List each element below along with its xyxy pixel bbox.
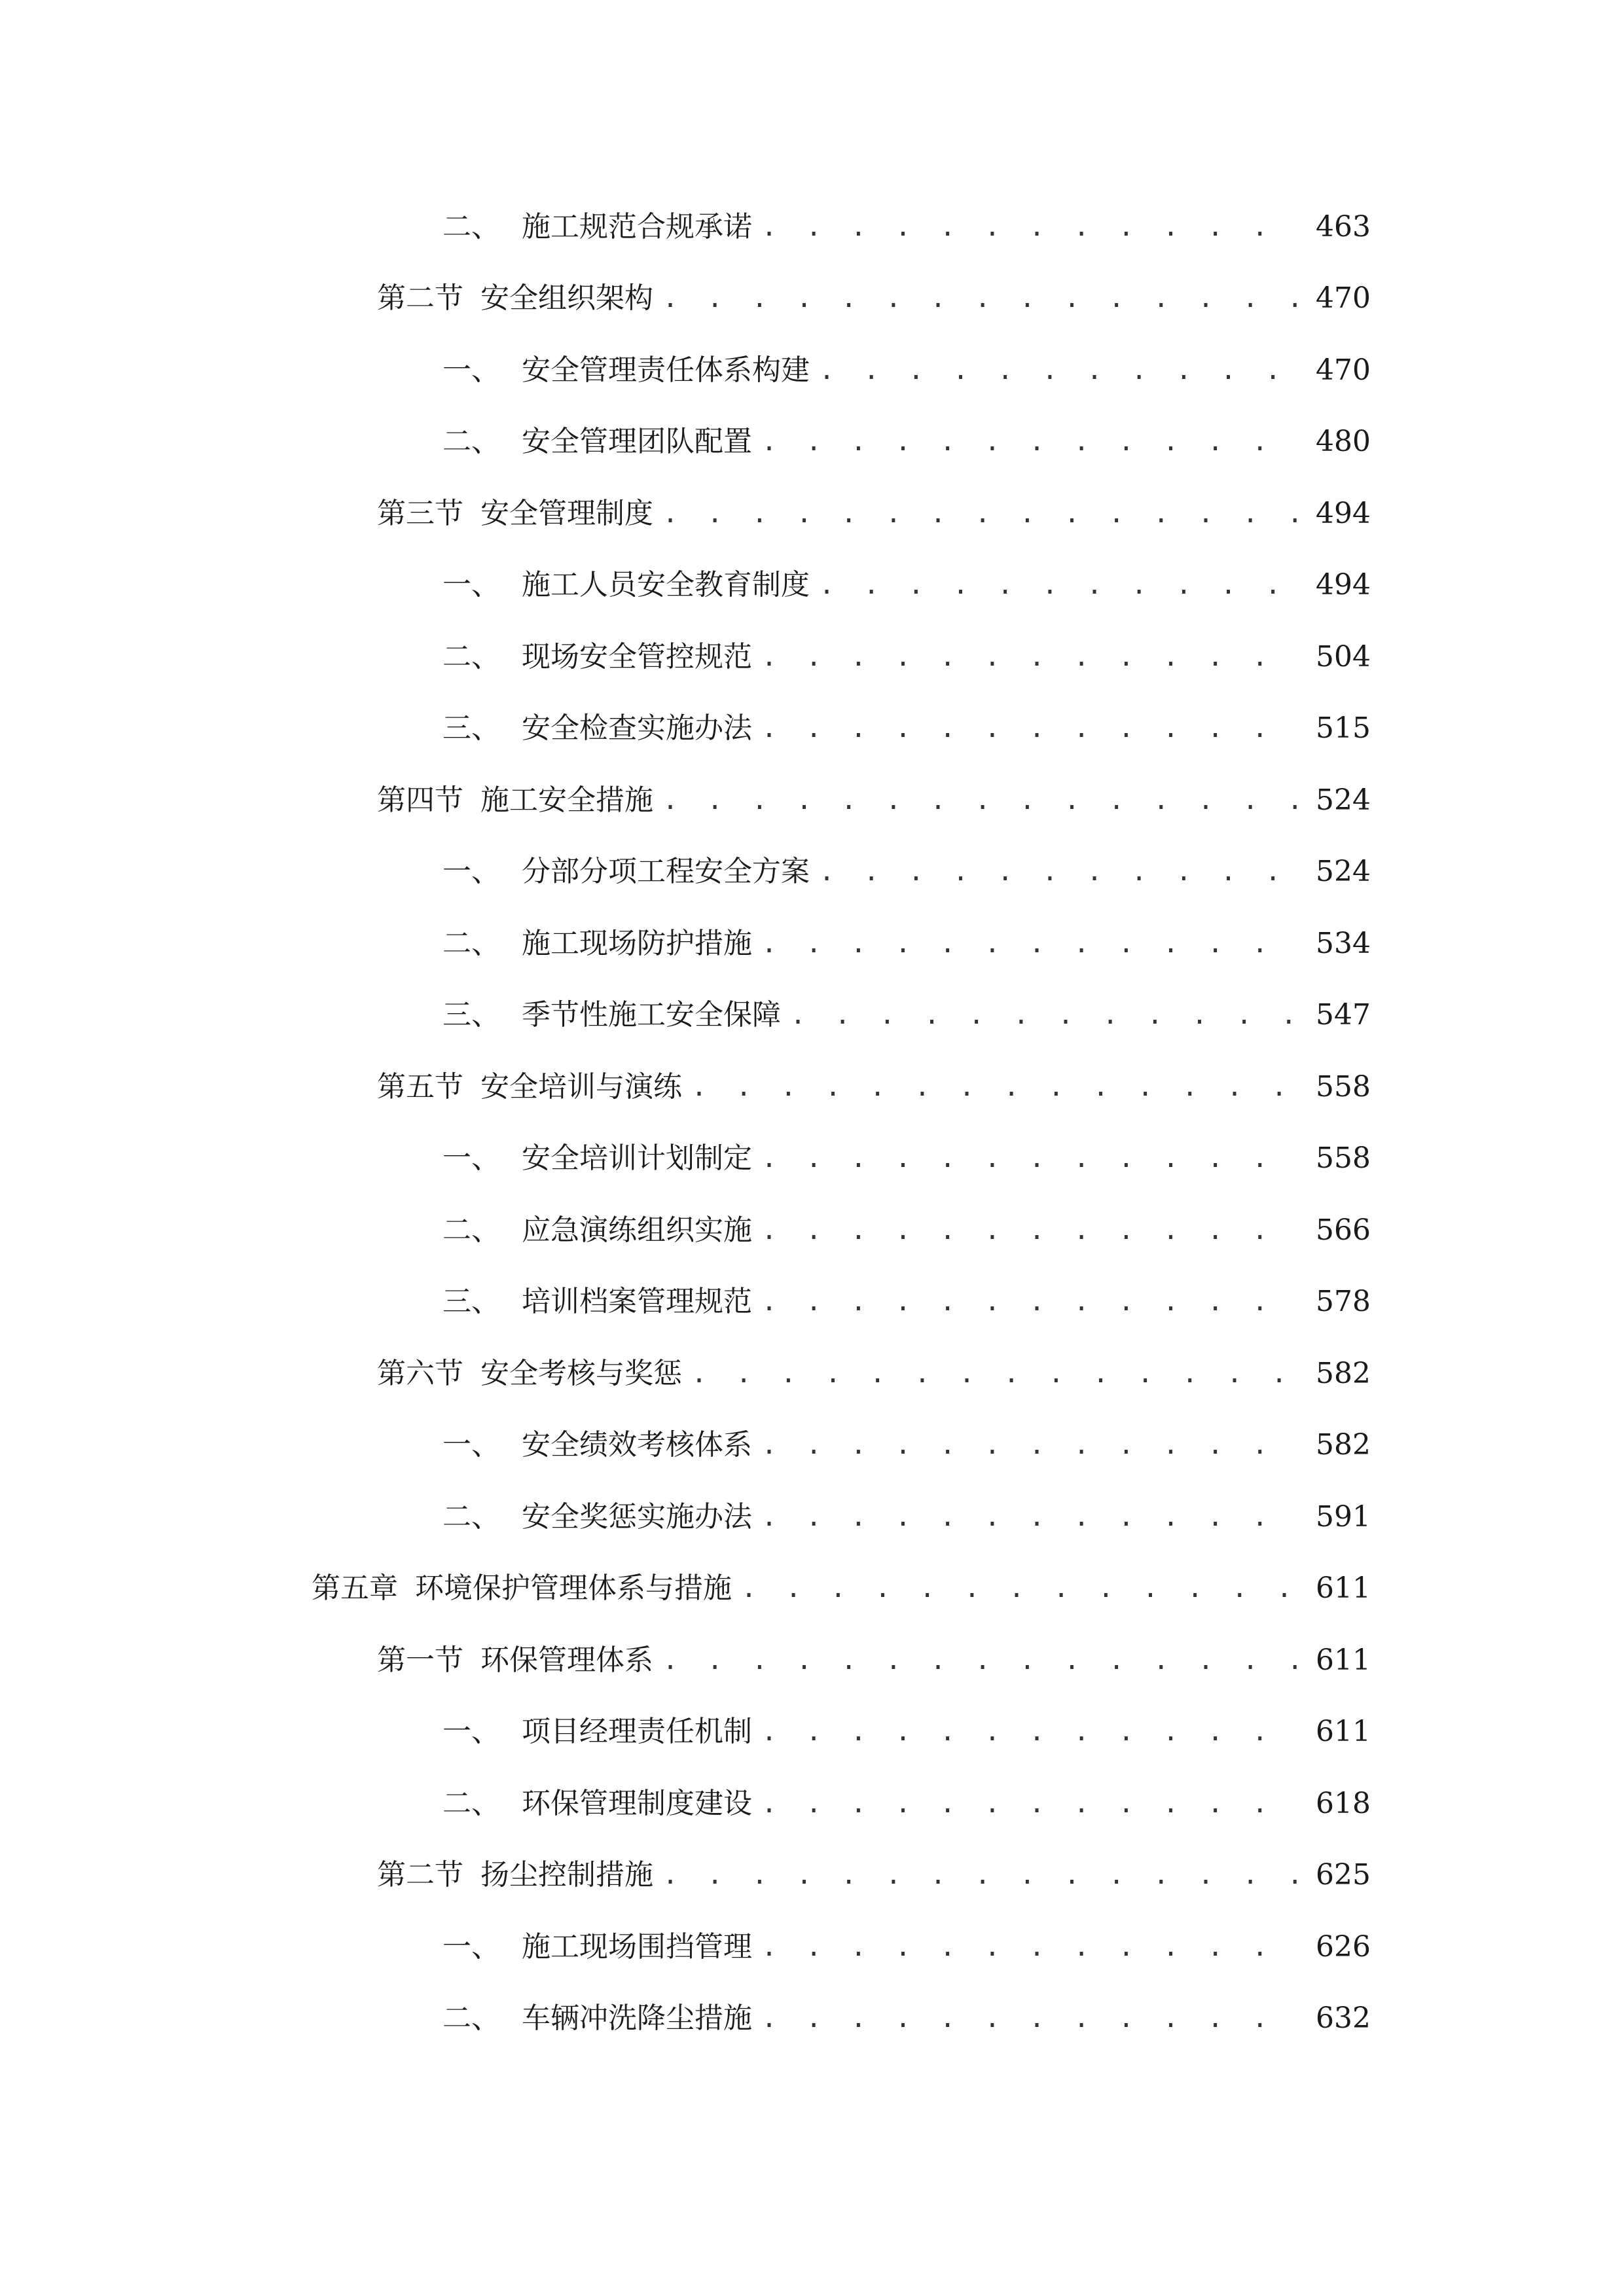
toc-page-number: 578 xyxy=(1316,1285,1371,1319)
table-of-contents xyxy=(0,191,1624,2054)
toc-entry-title: 扬尘控制措施 xyxy=(480,1858,653,1892)
toc-entry-title: 安全检查实施办法 xyxy=(522,711,752,745)
toc-dot-leader xyxy=(761,637,1297,677)
toc-entry-title: 分部分项工程安全方案 xyxy=(522,855,810,889)
toc-entry-title: 车辆冲洗降尘措施 xyxy=(522,2001,752,2036)
toc-section-entry[interactable] xyxy=(0,263,1624,335)
toc-subsection-entry[interactable] xyxy=(0,908,1624,980)
toc-dot-leader xyxy=(761,1498,1297,1537)
toc-entry-number: 第六节 xyxy=(377,1356,463,1390)
toc-subsection-entry[interactable] xyxy=(0,1768,1624,1840)
toc-dot-leader xyxy=(761,1999,1297,2038)
toc-dot-leader xyxy=(662,279,1297,318)
toc-page-number: 618 xyxy=(1316,1786,1371,1820)
toc-page-number: 558 xyxy=(1316,1141,1371,1175)
toc-entry-number: 二、 xyxy=(442,425,500,459)
toc-entry-number: 三、 xyxy=(442,998,500,1032)
toc-section-entry[interactable] xyxy=(0,1338,1624,1410)
toc-dot-leader xyxy=(761,1928,1297,1967)
toc-entry-title: 安全考核与奖惩 xyxy=(480,1356,682,1390)
toc-entry-title: 施工人员安全教育制度 xyxy=(522,568,810,602)
toc-entry-title: 施工规范合规承诺 xyxy=(522,209,752,243)
toc-section-entry[interactable] xyxy=(0,1624,1624,1696)
toc-dot-leader xyxy=(691,1067,1297,1107)
toc-entry-title: 施工现场围挡管理 xyxy=(522,1929,752,1964)
toc-page-number: 591 xyxy=(1316,1499,1371,1534)
toc-entry-title: 应急演练组织实施 xyxy=(522,1213,752,1247)
toc-subsection-entry[interactable] xyxy=(0,980,1624,1052)
toc-dot-leader xyxy=(662,1641,1297,1680)
toc-page-number: 566 xyxy=(1316,1213,1371,1247)
toc-dot-leader xyxy=(819,565,1297,605)
toc-page-number: 534 xyxy=(1316,926,1371,960)
toc-entry-number: 第二节 xyxy=(377,1858,463,1892)
toc-entry-number: 第三节 xyxy=(377,496,463,530)
toc-dot-leader xyxy=(761,1712,1297,1751)
toc-dot-leader xyxy=(761,709,1297,748)
toc-entry-number: 二、 xyxy=(442,209,500,243)
toc-entry-number: 一、 xyxy=(442,855,500,889)
toc-dot-leader xyxy=(761,1426,1297,1465)
toc-subsection-entry[interactable] xyxy=(0,1266,1624,1338)
toc-entry-title: 安全组织架构 xyxy=(480,281,653,315)
toc-dot-leader xyxy=(761,207,1297,247)
toc-page-number: 524 xyxy=(1316,855,1371,889)
toc-subsection-entry[interactable] xyxy=(0,191,1624,263)
toc-entry-number: 第五节 xyxy=(377,1069,463,1103)
toc-subsection-entry[interactable] xyxy=(0,1123,1624,1195)
toc-dot-leader xyxy=(662,1856,1297,1895)
toc-page-number: 470 xyxy=(1316,353,1371,387)
toc-entry-number: 二、 xyxy=(442,1786,500,1820)
toc-page-number: 582 xyxy=(1316,1428,1371,1462)
toc-entry-title: 安全培训与演练 xyxy=(480,1069,682,1103)
toc-section-entry[interactable] xyxy=(0,478,1624,550)
toc-page-number: 524 xyxy=(1316,783,1371,817)
toc-dot-leader xyxy=(761,1282,1297,1321)
toc-entry-number: 二、 xyxy=(442,926,500,960)
toc-entry-number: 一、 xyxy=(442,1141,500,1175)
toc-entry-number: 二、 xyxy=(442,1213,500,1247)
toc-subsection-entry[interactable] xyxy=(0,406,1624,478)
toc-section-entry[interactable] xyxy=(0,1840,1624,1912)
toc-subsection-entry[interactable] xyxy=(0,334,1624,406)
toc-page-number: 480 xyxy=(1316,425,1371,459)
toc-section-entry[interactable] xyxy=(0,764,1624,836)
toc-dot-leader xyxy=(761,422,1297,461)
toc-entry-number: 一、 xyxy=(442,1929,500,1964)
toc-page-number: 504 xyxy=(1316,639,1371,673)
toc-entry-title: 项目经理责任机制 xyxy=(522,1715,752,1749)
toc-page-number: 611 xyxy=(1316,1571,1371,1605)
toc-entry-title: 安全管理制度 xyxy=(480,496,653,530)
toc-entry-number: 一、 xyxy=(442,353,500,387)
toc-page-number: 470 xyxy=(1316,281,1371,315)
toc-entry-number: 第四节 xyxy=(377,783,463,817)
toc-chapter-entry[interactable] xyxy=(0,1553,1624,1625)
toc-page-number: 611 xyxy=(1316,1643,1371,1677)
toc-entry-title: 现场安全管控规范 xyxy=(522,639,752,673)
toc-entry-title: 季节性施工安全保障 xyxy=(522,998,781,1032)
toc-page-number: 582 xyxy=(1316,1356,1371,1390)
toc-subsection-entry[interactable] xyxy=(0,1983,1624,2055)
toc-subsection-entry[interactable] xyxy=(0,836,1624,908)
toc-entry-number: 二、 xyxy=(442,2001,500,2036)
toc-subsection-entry[interactable] xyxy=(0,1911,1624,1983)
toc-subsection-entry[interactable] xyxy=(0,550,1624,622)
toc-entry-number: 三、 xyxy=(442,1285,500,1319)
toc-entry-title: 环保管理制度建设 xyxy=(522,1786,752,1820)
toc-subsection-entry[interactable] xyxy=(0,693,1624,765)
toc-entry-title: 安全管理责任体系构建 xyxy=(522,353,810,387)
toc-subsection-entry[interactable] xyxy=(0,1194,1624,1266)
toc-subsection-entry[interactable] xyxy=(0,1481,1624,1553)
toc-dot-leader xyxy=(691,1354,1297,1393)
toc-subsection-entry[interactable] xyxy=(0,1410,1624,1482)
toc-entry-number: 第五章 xyxy=(312,1571,398,1605)
toc-page-number: 547 xyxy=(1316,998,1371,1032)
toc-page-number: 463 xyxy=(1316,209,1371,243)
toc-dot-leader xyxy=(761,1211,1297,1250)
toc-dot-leader xyxy=(662,494,1297,533)
toc-dot-leader xyxy=(761,924,1297,963)
toc-entry-number: 二、 xyxy=(442,1499,500,1534)
toc-entry-title: 施工现场防护措施 xyxy=(522,926,752,960)
toc-dot-leader xyxy=(741,1569,1297,1608)
toc-subsection-entry[interactable] xyxy=(0,1696,1624,1768)
toc-entry-title: 环保管理体系 xyxy=(480,1643,653,1677)
toc-dot-leader xyxy=(790,996,1297,1035)
toc-section-entry[interactable] xyxy=(0,1051,1624,1123)
toc-dot-leader xyxy=(819,351,1297,390)
toc-entry-number: 第一节 xyxy=(377,1643,463,1677)
toc-page-number: 494 xyxy=(1316,496,1371,530)
toc-entry-number: 一、 xyxy=(442,568,500,602)
toc-page-number: 632 xyxy=(1316,2001,1371,2036)
toc-entry-number: 一、 xyxy=(442,1428,500,1462)
toc-entry-number: 一、 xyxy=(442,1715,500,1749)
toc-entry-title: 安全绩效考核体系 xyxy=(522,1428,752,1462)
toc-dot-leader xyxy=(761,1784,1297,1823)
toc-page-number: 626 xyxy=(1316,1929,1371,1964)
toc-subsection-entry[interactable] xyxy=(0,621,1624,693)
toc-entry-title: 培训档案管理规范 xyxy=(522,1285,752,1319)
toc-dot-leader xyxy=(761,1139,1297,1178)
toc-dot-leader xyxy=(819,852,1297,891)
toc-entry-title: 安全培训计划制定 xyxy=(522,1141,752,1175)
toc-entry-number: 第二节 xyxy=(377,281,463,315)
toc-entry-number: 三、 xyxy=(442,711,500,745)
toc-page-number: 558 xyxy=(1316,1069,1371,1103)
toc-page-number: 611 xyxy=(1316,1715,1371,1749)
toc-entry-title: 环境保护管理体系与措施 xyxy=(415,1571,732,1605)
toc-entry-title: 安全奖惩实施办法 xyxy=(522,1499,752,1534)
toc-entry-number: 二、 xyxy=(442,639,500,673)
toc-page-number: 515 xyxy=(1316,711,1371,745)
toc-entry-title: 施工安全措施 xyxy=(480,783,653,817)
toc-page-number: 494 xyxy=(1316,568,1371,602)
toc-entry-title: 安全管理团队配置 xyxy=(522,425,752,459)
toc-dot-leader xyxy=(662,781,1297,820)
toc-page-number: 625 xyxy=(1316,1858,1371,1892)
